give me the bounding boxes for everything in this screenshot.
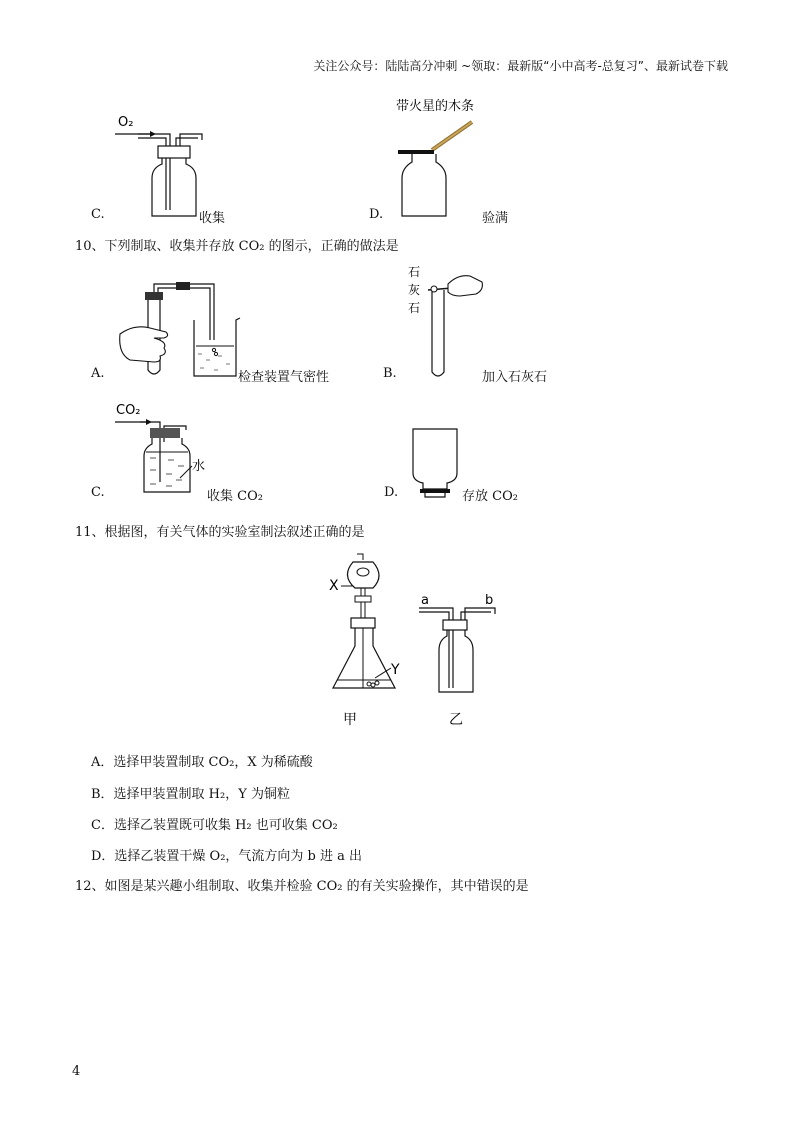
q10-a-letter: A. [91, 366, 105, 381]
q11-option-c: C．选择乙装置既可收集 H₂ 也可收集 CO₂ [91, 818, 338, 833]
q12-stem: 12、如图是某兴趣小组制取、收集并检验 CO₂ 的有关实验操作，其中错误的是 [75, 879, 529, 894]
q11-option-a: A．选择甲装置制取 CO₂，X 为稀硫酸 [91, 755, 313, 770]
page-number: 4 [72, 1064, 81, 1079]
q9-c-letter: C. [91, 207, 105, 222]
q10-b-letter: B. [383, 366, 397, 381]
q10-d-letter: D. [384, 485, 399, 500]
q11-yi-figure [415, 588, 505, 728]
q9-c-gas-label: O₂ [118, 115, 134, 130]
q10-c-gas-label: CO₂ [116, 403, 141, 418]
q10-b-figure [400, 262, 490, 382]
q11-option-d: D．选择乙装置干燥 O₂，气流方向为 b 进 a 出 [91, 849, 363, 864]
q9-d-splint-label: 带火星的木条 [396, 99, 475, 114]
q11-caption-yi: 乙 [449, 712, 463, 728]
q10-c-water-label: 水 [192, 459, 206, 474]
q11-label-y: Y [391, 662, 400, 678]
q9-d-caption: 验满 [482, 211, 509, 226]
q10-c-letter: C. [91, 485, 105, 500]
q10-b-label-3: 石 [408, 301, 421, 315]
q9-c-caption: 收集 [199, 211, 226, 226]
q10-d-figure [405, 425, 465, 505]
q11-stem: 11、根据图，有关气体的实验室制法叙述正确的是 [75, 525, 365, 540]
page-header: 关注公众号：陆陆高分冲刺 ~领取：最新版“小中高考-总复习”、最新试卷下载 [313, 59, 728, 73]
q10-stem: 10、下列制取、收集并存放 CO₂ 的图示，正确的做法是 [75, 239, 399, 254]
q11-caption-jia: 甲 [343, 712, 357, 728]
q11-label-x: X [329, 578, 339, 594]
q10-b-label-1: 石 [408, 265, 421, 279]
q10-c-caption: 收集 CO₂ [207, 489, 263, 504]
q10-a-figure [110, 278, 245, 383]
q11-label-a: a [421, 593, 429, 608]
q10-d-caption: 存放 CO₂ [462, 489, 518, 504]
q10-c-figure [110, 398, 220, 498]
q9-c-figure [110, 110, 220, 220]
q11-label-b: b [485, 593, 494, 608]
q9-d-figure [390, 92, 530, 222]
q10-b-label-2: 灰 [408, 283, 421, 297]
q10-a-caption: 检查装置气密性 [238, 370, 330, 385]
q9-d-letter: D. [369, 207, 384, 222]
q10-b-caption: 加入石灰石 [482, 370, 548, 385]
q11-option-b: B．选择甲装置制取 H₂，Y 为铜粒 [91, 787, 290, 802]
